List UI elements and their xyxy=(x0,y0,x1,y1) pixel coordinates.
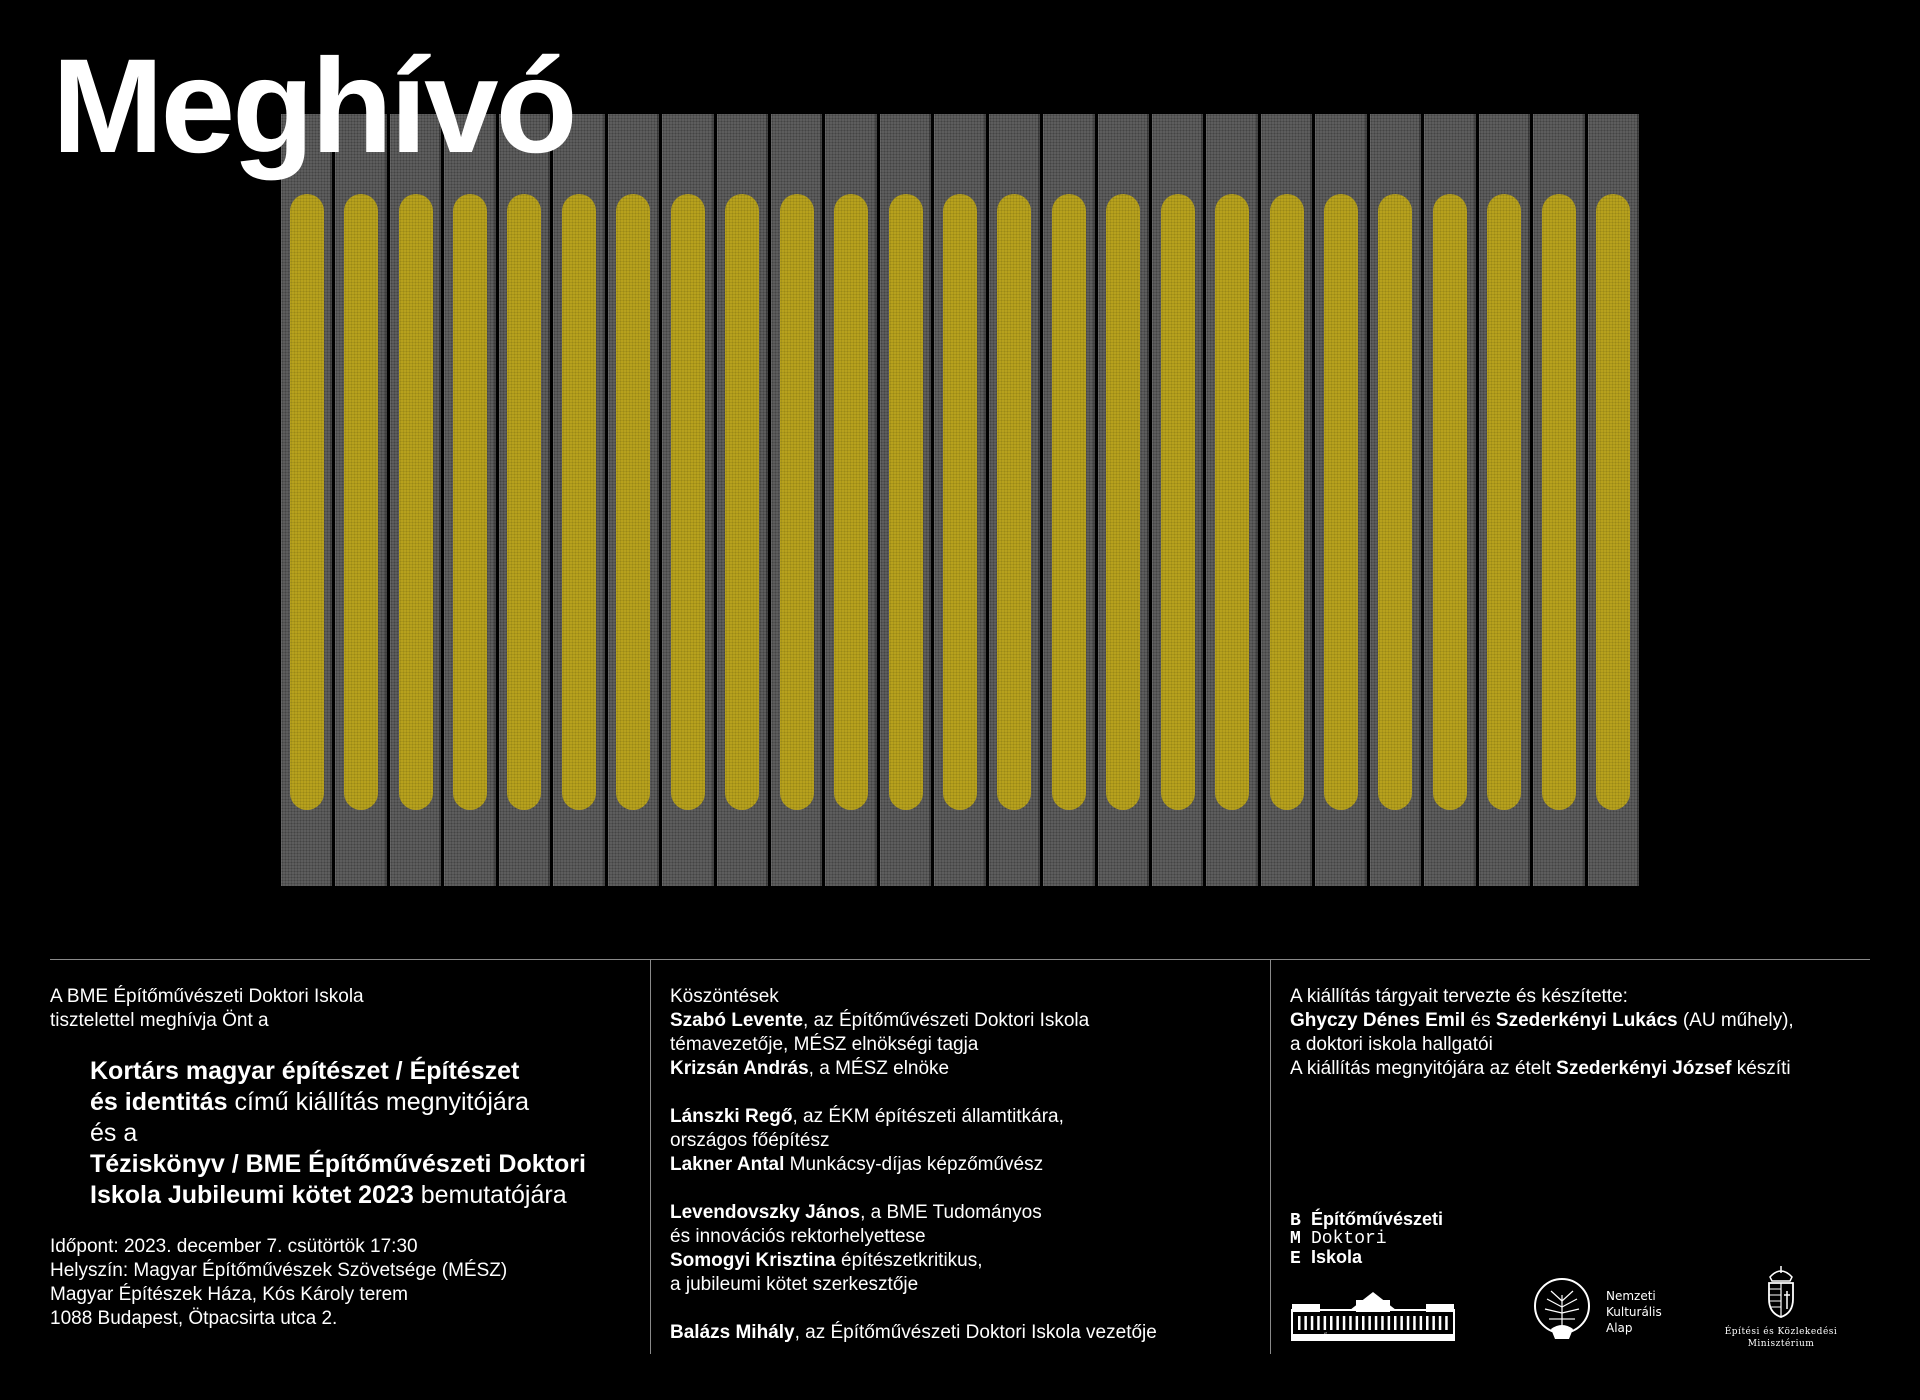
hungarian-coat-of-arms-icon xyxy=(1764,1265,1798,1319)
exhibition-suffix: című kiállítás megnyitójára xyxy=(227,1088,530,1116)
book-spine-stripe xyxy=(834,194,868,810)
book-spine-stripe xyxy=(1596,194,1630,810)
chef-name: Szederkényi József xyxy=(1556,1058,1732,1079)
logo-letter: M xyxy=(1290,1229,1301,1249)
book-spine xyxy=(1479,114,1530,886)
book-spine-stripe xyxy=(1433,194,1467,810)
speaker-role: , a BME Tudományos xyxy=(860,1202,1042,1223)
event-venue: Helyszín: Magyar Építőművészek Szövetsége (MÉSZ) xyxy=(50,1260,508,1281)
book-spine xyxy=(1206,114,1257,886)
credits-line: a doktori iskola hallgatói xyxy=(1290,1034,1493,1055)
book-spine xyxy=(390,114,441,886)
exhibition-title-cont: és identitás xyxy=(90,1088,228,1116)
ekm-line: Építési és Közlekedési xyxy=(1724,1327,1838,1337)
column-divider-left xyxy=(650,960,651,1354)
nka-word: Nemzeti xyxy=(1606,1289,1656,1303)
book-spine xyxy=(989,114,1040,886)
book-spine-stripe xyxy=(1052,194,1086,810)
nka-logo-text xyxy=(1606,1288,1662,1336)
intro-line: A BME Építőművészeti Doktori Iskola xyxy=(50,986,364,1007)
book-spine-stripe xyxy=(453,194,487,810)
book-spine-stripe xyxy=(562,194,596,810)
book-spine xyxy=(1315,114,1366,886)
logo-word: Doktori xyxy=(1311,1229,1387,1249)
book-spine xyxy=(1152,114,1203,886)
event-description xyxy=(90,1056,640,1211)
food-credit-end: készíti xyxy=(1731,1058,1791,1079)
book-spine xyxy=(1588,114,1639,886)
book-spine xyxy=(1043,114,1094,886)
logo-word: Építőművészeti xyxy=(1311,1209,1444,1229)
speaker-role: építészetkritikus, xyxy=(835,1250,983,1271)
speaker-role: , a MÉSZ elnöke xyxy=(808,1058,950,1079)
book-spine-stripe xyxy=(1106,194,1140,810)
book-spine-stripe xyxy=(290,194,324,810)
speaker-role: a jubileumi kötet szerkesztője xyxy=(670,1274,919,1295)
book-spine-stripe xyxy=(616,194,650,810)
book-spine-stripe xyxy=(997,194,1031,810)
credits-column xyxy=(1290,985,1870,1081)
book-spine xyxy=(1533,114,1584,886)
book-spine xyxy=(444,114,495,886)
book-spine-stripe xyxy=(780,194,814,810)
speaker-role: Munkácsy-díjas képzőművész xyxy=(784,1154,1044,1175)
event-details xyxy=(50,1235,640,1331)
credits-and: és xyxy=(1465,1010,1496,1031)
book-spine-stripe xyxy=(1542,194,1576,810)
food-credit: A kiállítás megnyitójára az ételt xyxy=(1290,1058,1557,1079)
book-spine-stripe xyxy=(1324,194,1358,810)
intro-line: tisztelettel meghívja Önt a xyxy=(50,1010,269,1031)
speaker-name: Balázs Mihály xyxy=(670,1322,795,1343)
speaker-role: témavezetője, MÉSZ elnökségi tagja xyxy=(670,1034,979,1055)
book-spine xyxy=(1098,114,1149,886)
book-spine-stripe xyxy=(1487,194,1521,810)
speaker-name: Lakner Antal xyxy=(670,1154,785,1175)
book-spine-stripe xyxy=(671,194,705,810)
logo-word: Iskola xyxy=(1311,1247,1363,1267)
book-spine xyxy=(825,114,876,886)
speaker-name: Szabó Levente xyxy=(670,1010,804,1031)
speaker-role: , az ÉKM építészeti államtitkára, xyxy=(792,1106,1064,1127)
book-spines-artwork xyxy=(281,114,1639,886)
book-spine-stripe xyxy=(1215,194,1249,810)
event-venue-room: Magyar Építészek Háza, Kós Károly terem xyxy=(50,1284,408,1305)
book-suffix: bemutatójára xyxy=(413,1181,567,1209)
logo-letter: B xyxy=(1290,1211,1301,1231)
speaker-name: Krizsán András xyxy=(670,1058,809,1079)
speaker-role: országos főépítész xyxy=(670,1130,830,1151)
book-spine-stripe xyxy=(1270,194,1304,810)
credits-heading: A kiállítás tárgyait tervezte és készítette: xyxy=(1290,986,1628,1007)
book-spine-stripe xyxy=(889,194,923,810)
column-divider-right xyxy=(1270,960,1271,1354)
book-title: Téziskönyv / BME Építőművészeti Doktori xyxy=(90,1150,586,1178)
book-spine xyxy=(553,114,604,886)
ekm-ministry-text xyxy=(1719,1326,1843,1350)
bme-doctoral-school-logo xyxy=(1290,1210,1443,1268)
speaker-role: , az Építőművészeti Doktori Iskola xyxy=(803,1010,1090,1031)
invitation-column xyxy=(50,985,640,1331)
horizontal-divider xyxy=(50,959,1870,960)
book-title-cont: Iskola Jubileumi kötet 2023 xyxy=(90,1181,414,1209)
book-spine xyxy=(934,114,985,886)
nka-tree-emblem-icon xyxy=(1533,1277,1591,1347)
speaker-name: Somogyi Krisztina xyxy=(670,1250,836,1271)
speaker-role: , az Építőművészeti Doktori Iskola vezetője xyxy=(794,1322,1157,1343)
book-spine xyxy=(717,114,768,886)
invitation-intro xyxy=(50,985,640,1033)
book-spine xyxy=(1261,114,1312,886)
book-spine-stripe xyxy=(399,194,433,810)
book-spine xyxy=(335,114,386,886)
page-title: Meghívó xyxy=(52,32,575,181)
greetings-column xyxy=(670,985,1260,1345)
book-spine-stripe xyxy=(943,194,977,810)
connector-text: és a xyxy=(90,1119,138,1147)
book-spine-stripe xyxy=(1161,194,1195,810)
book-spine-stripe xyxy=(725,194,759,810)
book-spine xyxy=(499,114,550,886)
ekm-line: Minisztérium xyxy=(1747,1339,1815,1349)
speaker-role: és innovációs rektorhelyettese xyxy=(670,1226,926,1247)
designer-name: Ghyczy Dénes Emil xyxy=(1290,1010,1466,1031)
event-address: 1088 Budapest, Ötpacsirta utca 2. xyxy=(50,1308,338,1329)
book-spine-stripe xyxy=(344,194,378,810)
nka-word: Alap xyxy=(1606,1321,1633,1335)
book-spine-stripe xyxy=(507,194,541,810)
speaker-name: Levendovszky János xyxy=(670,1202,861,1223)
nka-word: Kulturális xyxy=(1606,1305,1662,1319)
event-time: Időpont: 2023. december 7. csütörtök 17:30 xyxy=(50,1236,418,1257)
book-spine xyxy=(1370,114,1421,886)
book-spine-stripe xyxy=(1378,194,1412,810)
book-spine xyxy=(662,114,713,886)
book-spine xyxy=(771,114,822,886)
book-spine xyxy=(1424,114,1475,886)
book-spine xyxy=(880,114,931,886)
logo-letter: E xyxy=(1290,1249,1301,1269)
greetings-heading: Köszöntések xyxy=(670,986,779,1007)
speaker-name: Lánszki Regő xyxy=(670,1106,793,1127)
designer-name: Szederkényi Lukács xyxy=(1495,1010,1678,1031)
muegyetem-caption: MŰEGYETEM 1782 xyxy=(1314,1334,1432,1344)
book-spine xyxy=(281,114,332,886)
studio-name: (AU műhely), xyxy=(1677,1010,1794,1031)
exhibition-title: Kortárs magyar építészet / Építészet xyxy=(90,1057,520,1085)
book-spine xyxy=(608,114,659,886)
